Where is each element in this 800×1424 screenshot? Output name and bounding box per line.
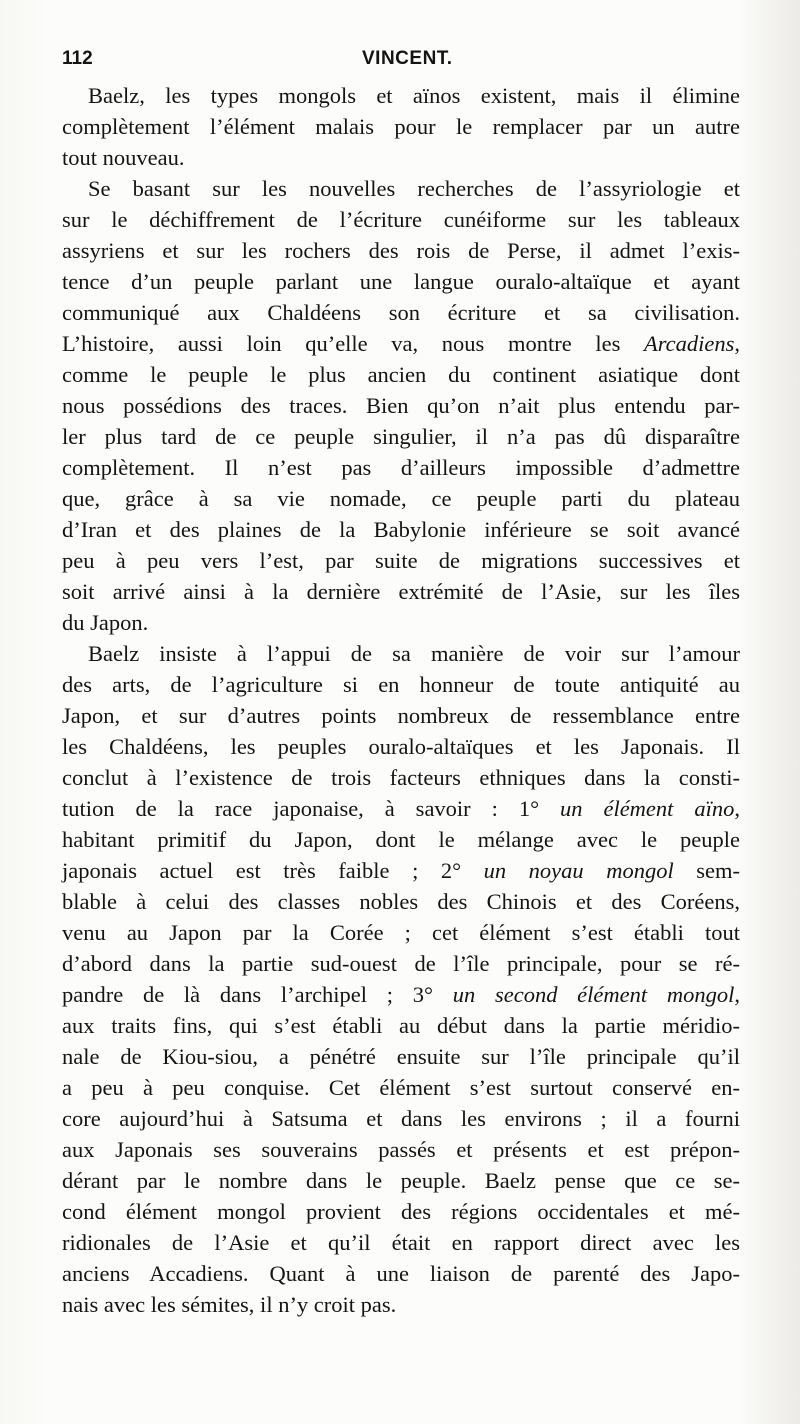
- text-segment: comme le peuple le plus ancien du continent asiatique dont: [62, 362, 740, 387]
- text-line: [62, 1258, 740, 1289]
- text-segment: anciens Accadiens. Quant à une liaison de parenté des Japo-: [62, 1261, 740, 1286]
- text-segment: Baelz, les types mongols et aïnos existent, mais il élimine: [88, 83, 740, 108]
- text-segment: Baelz insiste à l’appui de sa manière de voir sur l’amour: [88, 641, 740, 666]
- text-segment: d’abord dans la partie sud-ouest de l’île principale, pour se ré-: [62, 951, 740, 976]
- text-segment: aux Japonais ses souverains passés et présents et est prépon-: [62, 1137, 740, 1162]
- text-segment: sem-: [673, 858, 740, 883]
- text-segment: cond élément mongol provient des régions occidentales et mé-: [62, 1199, 740, 1224]
- text-line: [62, 235, 740, 266]
- text-segment: nais avec les sémites, il n’y croit pas.: [62, 1292, 397, 1317]
- text-line: [62, 328, 740, 359]
- text-line: [62, 1010, 740, 1041]
- text-segment: pandre de là dans l’archipel ; 3°: [62, 982, 453, 1007]
- text-segment: que, grâce à sa vie nomade, ce peuple parti du plateau: [62, 486, 740, 511]
- text-line: [62, 700, 740, 731]
- text-segment: ,: [734, 982, 740, 1007]
- text-segment: conclut à l’existence de trois facteurs ethniques dans la consti-: [62, 765, 740, 790]
- text-segment: ,: [734, 796, 740, 821]
- italic-text: un second élément mongol: [452, 982, 735, 1007]
- text-segment: ,: [734, 331, 740, 356]
- text-line: [62, 421, 740, 452]
- page-number: 112: [62, 48, 93, 69]
- text-line: [62, 824, 740, 855]
- text-line: [62, 111, 740, 142]
- text-segment: nous possédions des traces. Bien qu’on n’ait plus entendu par-: [62, 393, 740, 418]
- text-segment: complètement. Il n’est pas d’ailleurs impossible d’admettre: [62, 455, 740, 480]
- text-segment: japonais actuel est très faible ; 2°: [62, 858, 484, 883]
- text-segment: tution de la race japonaise, à savoir : 1°: [62, 796, 561, 821]
- text-segment: a peu à peu conquise. Cet élément s’est surtout conservé en-: [62, 1075, 740, 1100]
- text-line: [62, 390, 740, 421]
- text-line: [62, 80, 740, 111]
- text-segment: communiqué aux Chaldéens son écriture et sa civilisation.: [62, 300, 740, 325]
- text-line: [62, 917, 740, 948]
- text-line: [62, 452, 740, 483]
- text-segment: venu au Japon par la Corée ; cet élément s’est établi tout: [62, 920, 740, 945]
- paragraph: [62, 173, 740, 638]
- text-segment: L’histoire, aussi loin qu’elle va, nous montre les: [62, 331, 644, 356]
- text-segment: core aujourd’hui à Satsuma et dans les environs ; il a fourni: [62, 1106, 740, 1131]
- text-line: [62, 1165, 740, 1196]
- text-line: [62, 514, 740, 545]
- italic-text: Arcadiens: [643, 331, 735, 356]
- text-segment: aux traits fins, qui s’est établi au début dans la partie méridio-: [62, 1013, 740, 1038]
- text-segment: sur le déchiffrement de l’écriture cunéiforme sur les tableaux: [62, 207, 740, 232]
- paragraph: [62, 80, 740, 173]
- text-line: [62, 576, 740, 607]
- text-line: [62, 545, 740, 576]
- text-line: [62, 142, 740, 173]
- text-line: [62, 1134, 740, 1165]
- running-head: VINCENT.: [362, 48, 453, 69]
- text-line: [62, 762, 740, 793]
- text-line: [62, 204, 740, 235]
- italic-text: un noyau mongol: [483, 858, 674, 883]
- text-segment: des arts, de l’agriculture si en honneur de toute antiquité au: [62, 672, 740, 697]
- text-segment: complètement l’élément malais pour le remplacer par un autre: [62, 114, 740, 139]
- text-segment: nale de Kiou-siou, a pénétré ensuite sur l’île principale qu’il: [62, 1044, 740, 1069]
- text-line: [62, 1041, 740, 1072]
- text-line: [62, 855, 740, 886]
- text-line: [62, 669, 740, 700]
- text-segment: assyriens et sur les rochers des rois de Perse, il admet l’exis-: [62, 238, 740, 263]
- text-line: [62, 607, 740, 638]
- text-line: [62, 483, 740, 514]
- text-segment: d’Iran et des plaines de la Babylonie inférieure se soit avancé: [62, 517, 740, 542]
- text-segment: Japon, et sur d’autres points nombreux de ressemblance entre: [62, 703, 740, 728]
- text-segment: dérant par le nombre dans le peuple. Baelz pense que ce se-: [62, 1168, 740, 1193]
- body-text: [62, 80, 740, 1320]
- text-line: [62, 359, 740, 390]
- text-line: [62, 979, 740, 1010]
- text-segment: tence d’un peuple parlant une langue ouralo-altaïque et ayant: [62, 269, 740, 294]
- text-segment: ler plus tard de ce peuple singulier, il n’a pas dû disparaître: [62, 424, 740, 449]
- text-line: [62, 1196, 740, 1227]
- text-line: [62, 173, 740, 204]
- text-segment: Se basant sur les nouvelles recherches de l’assyriologie et: [88, 176, 740, 201]
- text-line: [62, 297, 740, 328]
- text-segment: du Japon.: [62, 610, 149, 635]
- text-line: [62, 731, 740, 762]
- text-line: [62, 948, 740, 979]
- text-line: [62, 266, 740, 297]
- text-line: [62, 793, 740, 824]
- text-line: [62, 1103, 740, 1134]
- text-segment: tout nouveau.: [62, 145, 185, 170]
- text-line: [62, 1289, 740, 1320]
- text-line: [62, 1227, 740, 1258]
- text-segment: peu à peu vers l’est, par suite de migrations successives et: [62, 548, 740, 573]
- text-line: [62, 638, 740, 669]
- text-line: [62, 886, 740, 917]
- text-segment: blable à celui des classes nobles des Chinois et des Coréens,: [62, 889, 740, 914]
- text-segment: ridionales de l’Asie et qu’il était en rapport direct avec les: [62, 1230, 740, 1255]
- text-segment: habitant primitif du Japon, dont le mélange avec le peuple: [62, 827, 740, 852]
- paragraph: [62, 638, 740, 1320]
- page-header: [62, 44, 758, 72]
- text-segment: les Chaldéens, les peuples ouralo-altaïques et les Japonais. Il: [62, 734, 740, 759]
- text-segment: soit arrivé ainsi à la dernière extrémité de l’Asie, sur les îles: [62, 579, 740, 604]
- italic-text: un élément aïno: [560, 796, 735, 821]
- text-line: [62, 1072, 740, 1103]
